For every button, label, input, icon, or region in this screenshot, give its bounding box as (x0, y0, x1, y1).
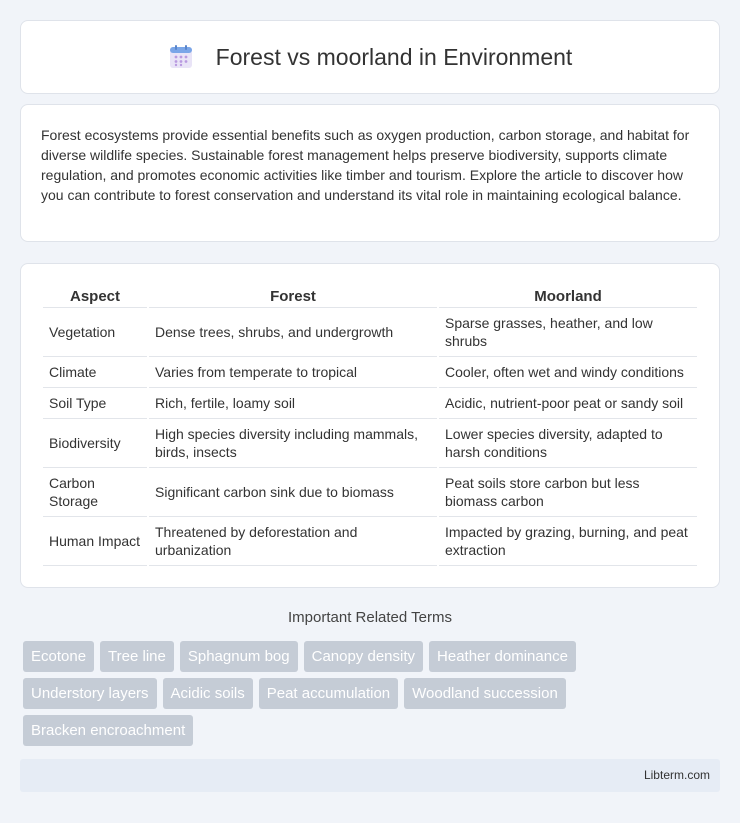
table-cell-moorland: Cooler, often wet and windy conditions (439, 357, 697, 388)
column-header-aspect: Aspect (43, 284, 147, 308)
table-cell-forest: Significant carbon sink due to biomass (149, 468, 437, 517)
table-cell-aspect: Human Impact (43, 517, 147, 566)
table-row (43, 419, 697, 468)
table-row (43, 357, 697, 388)
table-row (43, 308, 697, 357)
table-cell-moorland: Sparse grasses, heather, and low shrubs (439, 308, 697, 357)
table-cell-aspect: Climate (43, 357, 147, 388)
table-cell-forest: Dense trees, shrubs, and undergrowth (149, 308, 437, 357)
table-cell-forest: Threatened by deforestation and urbanization (149, 517, 437, 566)
table-cell-forest: Varies from temperate to tropical (149, 357, 437, 388)
table-cell-forest: Rich, fertile, loamy soil (149, 388, 437, 419)
related-term-tag[interactable]: Sphagnum bog (180, 641, 298, 672)
column-header-moorland: Moorland (439, 284, 697, 308)
related-term-tag[interactable]: Understory layers (23, 678, 157, 709)
table-cell-aspect: Biodiversity (43, 419, 147, 468)
footer (20, 759, 720, 792)
comparison-table-card (20, 263, 720, 588)
related-term-tag[interactable]: Woodland succession (404, 678, 566, 709)
table-header-row (43, 284, 697, 308)
column-header-forest: Forest (149, 284, 437, 308)
related-term-tag[interactable]: Tree line (100, 641, 174, 672)
related-term-tag[interactable]: Heather dominance (429, 641, 576, 672)
footer-site-link[interactable]: Libterm.com (643, 768, 710, 782)
intro-paragraph: Forest ecosystems provide essential benefits such as oxygen production, carbon storage, and habitat for diverse wildlife species. Sustainable forest management helps preserve biodiversity, supports climate regulation, and promotes economic activities like timber and tourism. Explore the article to discover how you can contribute to forest conservation and understand its vital role in maintaining ecological balance. (41, 127, 690, 203)
related-terms-title: Important Related Terms (288, 609, 452, 626)
table-row (43, 388, 697, 419)
calendar-icon (168, 44, 194, 70)
table-cell-moorland: Acidic, nutrient-poor peat or sandy soil (439, 388, 697, 419)
table-row (43, 468, 697, 517)
related-term-tag[interactable]: Acidic soils (163, 678, 253, 709)
table-cell-aspect: Carbon Storage (43, 468, 147, 517)
intro-card (20, 104, 720, 242)
related-term-tag[interactable]: Ecotone (23, 641, 94, 672)
table-cell-aspect: Vegetation (43, 308, 147, 357)
related-term-tag[interactable]: Bracken encroachment (23, 715, 193, 746)
table-row (43, 517, 697, 566)
table-cell-moorland: Impacted by grazing, burning, and peat extraction (439, 517, 697, 566)
table-cell-moorland: Peat soils store carbon but less biomass carbon (439, 468, 697, 517)
table-cell-forest: High species diversity including mammals, birds, insects (149, 419, 437, 468)
comparison-table (41, 284, 699, 566)
table-cell-aspect: Soil Type (43, 388, 147, 419)
related-terms-list (23, 641, 713, 752)
related-term-tag[interactable]: Peat accumulation (259, 678, 398, 709)
related-term-tag[interactable]: Canopy density (304, 641, 423, 672)
table-cell-moorland: Lower species diversity, adapted to harsh conditions (439, 419, 697, 468)
header-card (20, 20, 720, 94)
page-title: Forest vs moorland in Environment (215, 43, 573, 70)
